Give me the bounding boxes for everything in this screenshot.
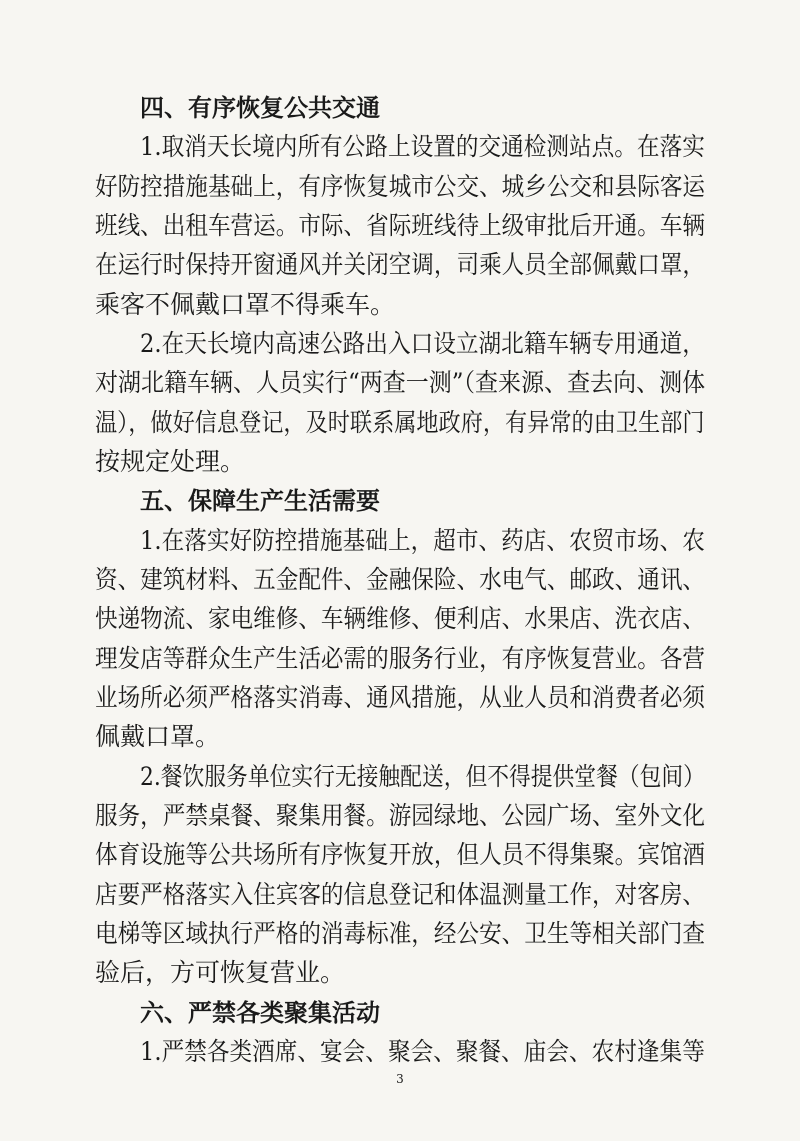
paragraph-line: 店要严格落实入住宾客的信息登记和体温测量工作，对客房、 (95, 880, 706, 909)
section-heading: 五、保障生产生活需要 (140, 487, 380, 515)
paragraph-line: 服务，严禁桌餐、聚集用餐。游园绿地、公园广场、室外文化 (95, 801, 706, 830)
paragraph-line: 温），做好信息登记，及时联系属地政府，有异常的由卫生部门 (95, 408, 705, 437)
paragraph-line: 电梯等区域执行严格的消毒标准，经公安、卫生等相关部门查 (95, 919, 706, 948)
section-heading: 六、严禁各类聚集活动 (140, 999, 380, 1027)
paragraph-line: 按规定处理。 (95, 447, 246, 476)
paragraph-line: 验后，方可恢复营业。 (95, 958, 346, 987)
page-number: 3 (396, 1072, 404, 1086)
paragraph-line: 资、建筑材料、五金配件、金融保险、水电气、邮政、通讯、 (95, 565, 706, 594)
paragraph-line: 在运行时保持开窗通风并关闭空调，司乘人员全部佩戴口罩， (95, 250, 706, 279)
paragraph-line: 体育设施等公共场所有序恢复开放，但人员不得集聚。宾馆酒 (95, 840, 706, 869)
paragraph-line: 2.在天长境内高速公路出入口设立湖北籍车辆专用通道， (140, 329, 705, 358)
paragraph-line: 理发店等群众生产生活必需的服务行业，有序恢复营业。各营 (95, 644, 706, 673)
paragraph-line: 1.严禁各类酒席、宴会、聚会、聚餐、庙会、农村逢集等 (140, 1037, 705, 1066)
paragraph-line: 2.餐饮服务单位实行无接触配送，但不得提供堂餐（包间） (140, 762, 705, 791)
paragraph-line: 业场所必须严格落实消毒、通风措施，从业人员和消费者必须 (95, 683, 706, 712)
section-heading: 四、有序恢复公共交通 (140, 94, 380, 122)
paragraph-line: 佩戴口罩。 (95, 722, 221, 751)
paragraph-line: 好防控措施基础上，有序恢复城市公交、城乡公交和县际客运 (95, 172, 706, 201)
paragraph-line: 乘客不佩戴口罩不得乘车。 (95, 290, 396, 319)
paragraph-line: 班线、出租车营运。市际、省际班线待上级审批后开通。车辆 (95, 211, 706, 240)
paragraph-line: 对湖北籍车辆、人员实行“两查一测”（查来源、查去向、测体 (95, 368, 706, 397)
paragraph-line: 快递物流、家电维修、车辆维修、便利店、水果店、洗衣店、 (95, 604, 706, 633)
paragraph-line: 1.取消天长境内所有公路上设置的交通检测站点。在落实 (140, 132, 705, 161)
paragraph-line: 1.在落实好防控措施基础上，超市、药店、农贸市场、农 (140, 526, 705, 555)
